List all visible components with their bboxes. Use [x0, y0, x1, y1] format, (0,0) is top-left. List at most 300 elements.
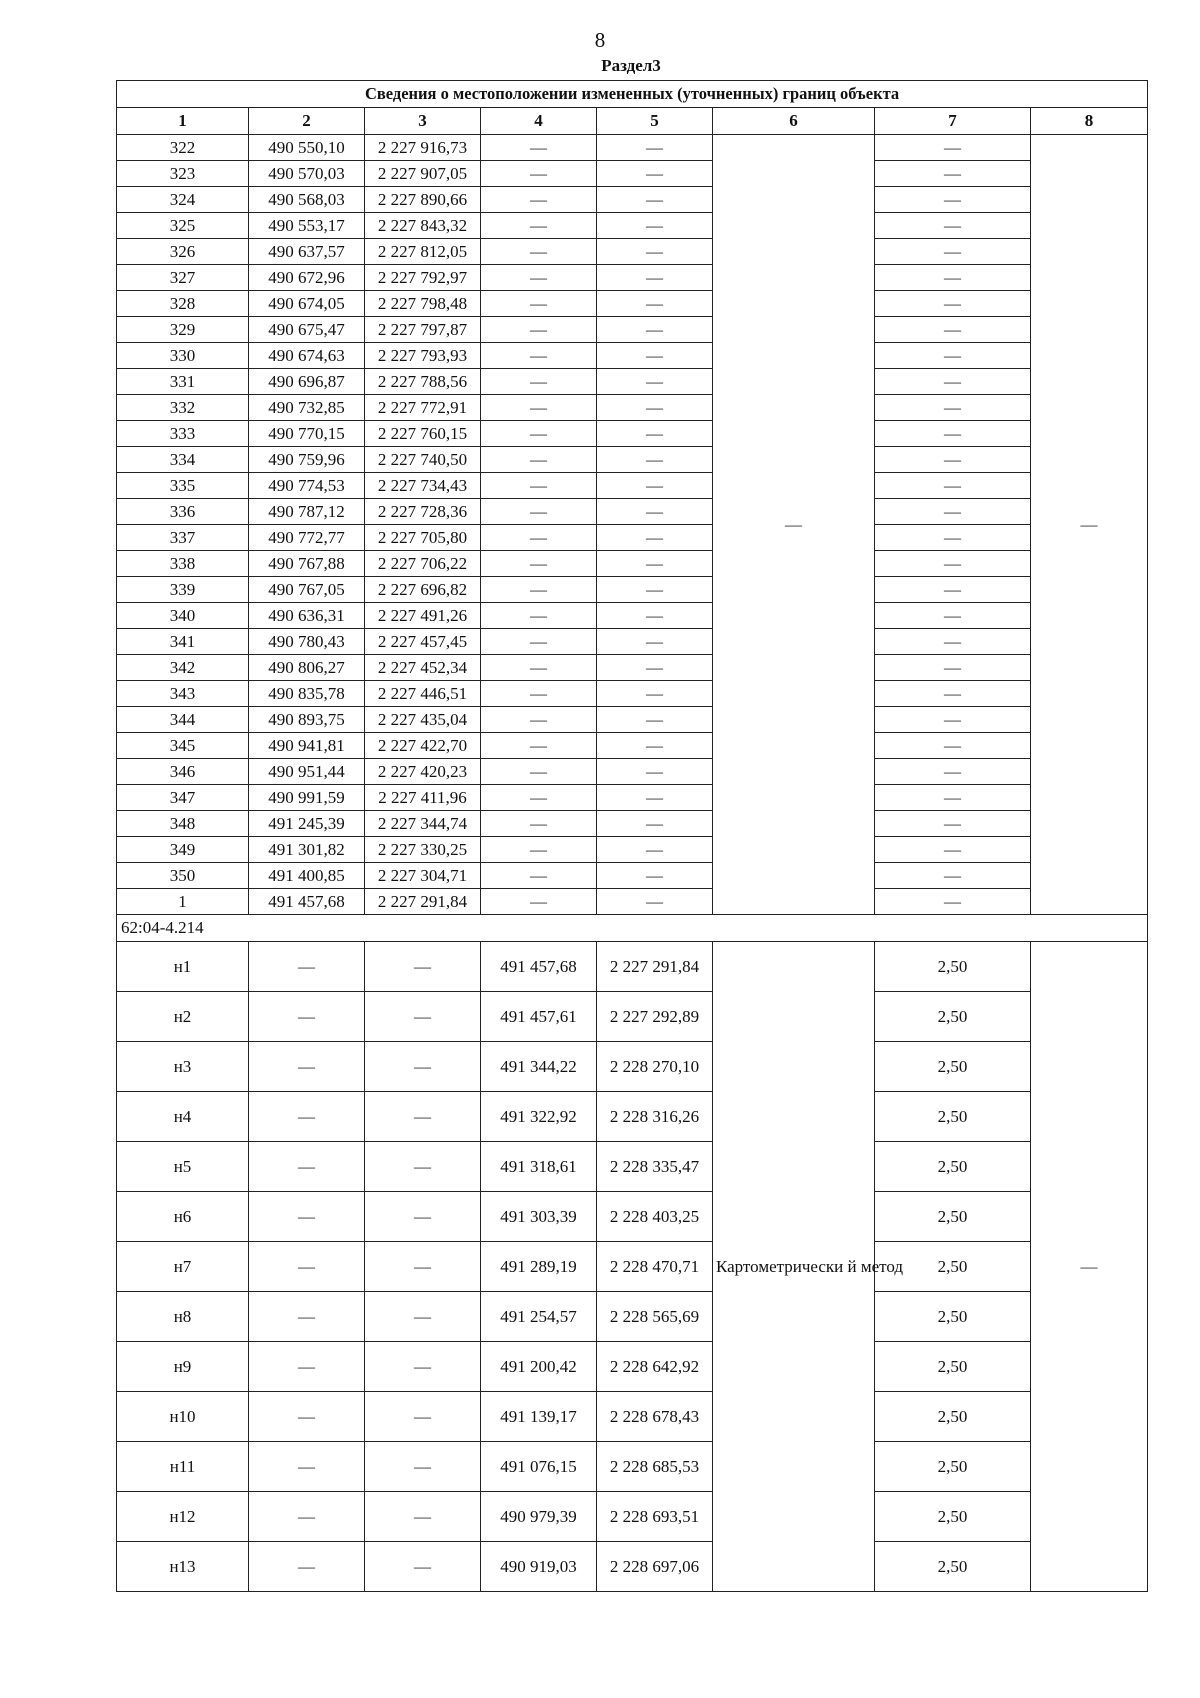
table-cell: 490 732,85 [249, 395, 365, 421]
table-cell: — [249, 1542, 365, 1592]
table-cell: — [365, 1092, 481, 1142]
table-cell: — [481, 317, 597, 343]
table-cell: 2 227 452,34 [365, 655, 481, 681]
boundary-coordinates-table [116, 80, 1148, 1592]
table-cell: 490 696,87 [249, 369, 365, 395]
table-cell: 322 [117, 135, 249, 161]
table-cell: — [875, 187, 1031, 213]
table-cell: — [875, 863, 1031, 889]
table-row [117, 551, 1148, 577]
table-cell: 2 228 335,47 [597, 1142, 713, 1192]
table-cell: 490 780,43 [249, 629, 365, 655]
table-cell: 490 941,81 [249, 733, 365, 759]
table-cell: 1 [117, 889, 249, 915]
table-cell: 2,50 [875, 942, 1031, 992]
table-cell: — [249, 1042, 365, 1092]
table-cell: 490 568,03 [249, 187, 365, 213]
table-cell: 491 301,82 [249, 837, 365, 863]
table-cell: — [365, 1442, 481, 1492]
table-row [117, 1092, 1148, 1142]
table-cell: — [597, 889, 713, 915]
table-cell: — [875, 447, 1031, 473]
table-cell: 339 [117, 577, 249, 603]
table-cell: 490 672,96 [249, 265, 365, 291]
table-cell: 490 770,15 [249, 421, 365, 447]
table-cell: н4 [117, 1092, 249, 1142]
table-cell: н10 [117, 1392, 249, 1442]
table-cell: — [875, 629, 1031, 655]
table-cell: — [875, 525, 1031, 551]
table-cell: 2 228 270,10 [597, 1042, 713, 1092]
table-cell: 343 [117, 681, 249, 707]
table-cell: — [597, 187, 713, 213]
table-cell: — [597, 473, 713, 499]
table-row [117, 629, 1148, 655]
table-cell: — [249, 1442, 365, 1492]
table-cell: — [249, 942, 365, 992]
table-cell: — [597, 447, 713, 473]
table-row [117, 1392, 1148, 1442]
table-row [117, 707, 1148, 733]
table-cell: н7 [117, 1242, 249, 1292]
table-cell: — [875, 603, 1031, 629]
table-cell: — [597, 499, 713, 525]
table-cell: 490 553,17 [249, 213, 365, 239]
table-cell: — [875, 265, 1031, 291]
table-cell: — [597, 863, 713, 889]
table-cell: 2 227 907,05 [365, 161, 481, 187]
table-cell: — [875, 343, 1031, 369]
table-cell: — [249, 1492, 365, 1542]
table-cell: 491 200,42 [481, 1342, 597, 1392]
table-cell: — [249, 1242, 365, 1292]
table-cell: — [481, 863, 597, 889]
table-cell: 2 227 798,48 [365, 291, 481, 317]
table-row [117, 1542, 1148, 1592]
table-cell: — [597, 681, 713, 707]
table-cell: — [875, 655, 1031, 681]
table-row [117, 577, 1148, 603]
table-cell: 329 [117, 317, 249, 343]
table-cell: — [597, 161, 713, 187]
table-cell: 2 227 740,50 [365, 447, 481, 473]
table-cell: 2,50 [875, 1492, 1031, 1542]
table-cell: — [481, 655, 597, 681]
table-row [117, 681, 1148, 707]
table-cell: — [597, 837, 713, 863]
table-cell: 490 991,59 [249, 785, 365, 811]
table-cell: 491 457,68 [249, 889, 365, 915]
table-row [117, 395, 1148, 421]
table-cell: — [481, 603, 597, 629]
table-cell: н3 [117, 1042, 249, 1092]
group-row [117, 915, 1148, 942]
table-cell: — [481, 291, 597, 317]
table-cell: — [481, 343, 597, 369]
table-row [117, 1442, 1148, 1492]
table-cell: — [365, 992, 481, 1042]
table-cell: — [481, 681, 597, 707]
table-cell: 2 227 797,87 [365, 317, 481, 343]
table-row [117, 187, 1148, 213]
table-cell: — [875, 135, 1031, 161]
table-cell: — [875, 317, 1031, 343]
table-cell: 2 227 734,43 [365, 473, 481, 499]
table-cell: — [875, 811, 1031, 837]
table-cell: 2 227 706,22 [365, 551, 481, 577]
table-cell: 491 245,39 [249, 811, 365, 837]
table-cell: 2 227 843,32 [365, 213, 481, 239]
table-row [117, 499, 1148, 525]
table-cell: 491 318,61 [481, 1142, 597, 1192]
table-cell: 2 227 788,56 [365, 369, 481, 395]
table-cell: н12 [117, 1492, 249, 1542]
table-cell: — [597, 707, 713, 733]
table-cell: 2 227 793,93 [365, 343, 481, 369]
table-cell: — [597, 551, 713, 577]
table-cell: 346 [117, 759, 249, 785]
table-cell: — [597, 811, 713, 837]
table-cell: 490 806,27 [249, 655, 365, 681]
method-cell: — [713, 135, 875, 915]
table-cell: — [875, 473, 1031, 499]
table-cell: — [875, 837, 1031, 863]
table-cell: — [481, 629, 597, 655]
table-cell: — [597, 213, 713, 239]
table-cell: 490 674,63 [249, 343, 365, 369]
table-cell: — [597, 785, 713, 811]
table-cell: 2 227 696,82 [365, 577, 481, 603]
table-cell: 490 979,39 [481, 1492, 597, 1542]
table-cell: — [597, 239, 713, 265]
table-cell: 331 [117, 369, 249, 395]
table-cell: 2 227 446,51 [365, 681, 481, 707]
table-cell: — [481, 889, 597, 915]
table-cell: 2 227 291,84 [597, 942, 713, 992]
notes-cell: — [1031, 942, 1148, 1592]
table-cell: 490 570,03 [249, 161, 365, 187]
table-cell: 2 228 642,92 [597, 1342, 713, 1392]
column-number: 5 [597, 108, 713, 135]
table-cell: 2 227 812,05 [365, 239, 481, 265]
table-cell: 350 [117, 863, 249, 889]
table-cell: 2 227 292,89 [597, 992, 713, 1042]
table-cell: 2 227 330,25 [365, 837, 481, 863]
table-cell: — [481, 395, 597, 421]
table-cell: 2,50 [875, 1042, 1031, 1092]
table-cell: — [597, 577, 713, 603]
table-cell: — [597, 421, 713, 447]
table-cell: — [597, 525, 713, 551]
table-cell: 2 227 422,70 [365, 733, 481, 759]
table-cell: 2,50 [875, 1392, 1031, 1442]
table-cell: 491 254,57 [481, 1292, 597, 1342]
table-cell: — [249, 1142, 365, 1192]
table-cell: — [249, 1392, 365, 1442]
table-cell: 2 227 792,97 [365, 265, 481, 291]
method-cell: Картометрически й метод [713, 942, 875, 1592]
table-cell: 338 [117, 551, 249, 577]
table-cell: 491 457,68 [481, 942, 597, 992]
notes-cell: — [1031, 135, 1148, 915]
table-cell: 349 [117, 837, 249, 863]
table-cell: 330 [117, 343, 249, 369]
table-cell: — [365, 1242, 481, 1292]
table-cell: 347 [117, 785, 249, 811]
table-cell: н6 [117, 1192, 249, 1242]
table-cell: 2 228 565,69 [597, 1292, 713, 1342]
table-cell: — [875, 707, 1031, 733]
table-cell: 490 893,75 [249, 707, 365, 733]
table-cell: — [597, 733, 713, 759]
table-row [117, 239, 1148, 265]
table-cell: 490 767,88 [249, 551, 365, 577]
table-cell: 328 [117, 291, 249, 317]
table-row [117, 1492, 1148, 1542]
table-row [117, 1292, 1148, 1342]
table-cell: — [875, 759, 1031, 785]
table-cell: — [365, 1042, 481, 1092]
table-cell: — [365, 1192, 481, 1242]
table-cell: — [875, 239, 1031, 265]
table-row [117, 759, 1148, 785]
table-cell: 348 [117, 811, 249, 837]
table-cell: 490 787,12 [249, 499, 365, 525]
table-cell: — [875, 395, 1031, 421]
table-cell: — [875, 499, 1031, 525]
table-row [117, 525, 1148, 551]
table-row [117, 942, 1148, 992]
table-row [117, 733, 1148, 759]
table-cell: — [481, 577, 597, 603]
table-cell: н5 [117, 1142, 249, 1192]
table-cell: 2 227 491,26 [365, 603, 481, 629]
table-row [117, 343, 1148, 369]
table-cell: 324 [117, 187, 249, 213]
column-number: 1 [117, 108, 249, 135]
table-cell: — [597, 291, 713, 317]
table-cell: 2 227 705,80 [365, 525, 481, 551]
table-cell: 491 303,39 [481, 1192, 597, 1242]
table-cell: 335 [117, 473, 249, 499]
table-cell: — [365, 1342, 481, 1392]
table-cell: н9 [117, 1342, 249, 1392]
table-cell: н11 [117, 1442, 249, 1492]
table-cell: 337 [117, 525, 249, 551]
table-cell: — [481, 525, 597, 551]
column-number: 3 [365, 108, 481, 135]
table-cell: — [249, 992, 365, 1042]
table-row [117, 1042, 1148, 1092]
table-cell: 490 919,03 [481, 1542, 597, 1592]
table-cell: — [597, 759, 713, 785]
table-cell: — [597, 603, 713, 629]
cadastral-number: 62:04-4.214 [117, 915, 1148, 942]
table-cell: 345 [117, 733, 249, 759]
table-cell: 490 636,31 [249, 603, 365, 629]
table-row [117, 265, 1148, 291]
column-number: 7 [875, 108, 1031, 135]
table-row [117, 1342, 1148, 1392]
table-row [117, 369, 1148, 395]
table-cell: 344 [117, 707, 249, 733]
table-row [117, 317, 1148, 343]
table-cell: 323 [117, 161, 249, 187]
table-row [117, 213, 1148, 239]
column-number-row [117, 108, 1148, 135]
table-cell: 2,50 [875, 1142, 1031, 1192]
table-row [117, 1242, 1148, 1292]
table-cell: — [481, 161, 597, 187]
table-cell: — [481, 265, 597, 291]
page-number: 8 [594, 28, 606, 52]
table-cell: 490 550,10 [249, 135, 365, 161]
table-row [117, 603, 1148, 629]
table-cell: — [481, 369, 597, 395]
table-cell: — [481, 499, 597, 525]
table-cell: 490 675,47 [249, 317, 365, 343]
table-row [117, 161, 1148, 187]
table-row [117, 811, 1148, 837]
table-cell: н8 [117, 1292, 249, 1342]
column-number: 8 [1031, 108, 1148, 135]
table-cell: — [875, 889, 1031, 915]
table-cell: 2 227 890,66 [365, 187, 481, 213]
table-cell: — [481, 239, 597, 265]
table-cell: 340 [117, 603, 249, 629]
table-cell: — [365, 1142, 481, 1192]
table-cell: 2 227 344,74 [365, 811, 481, 837]
table-cell: — [365, 1292, 481, 1342]
table-cell: — [597, 343, 713, 369]
table-cell: 336 [117, 499, 249, 525]
table-cell: — [597, 265, 713, 291]
column-number: 2 [249, 108, 365, 135]
table-cell: — [481, 733, 597, 759]
table-row [117, 785, 1148, 811]
table-cell: — [597, 395, 713, 421]
table-cell: 2 227 772,91 [365, 395, 481, 421]
table-cell: 325 [117, 213, 249, 239]
table-cell: 2 227 420,23 [365, 759, 481, 785]
table-cell: — [481, 785, 597, 811]
table-cell: 334 [117, 447, 249, 473]
table-row [117, 837, 1148, 863]
table-cell: — [875, 369, 1031, 395]
table-cell: — [481, 759, 597, 785]
table-cell: — [597, 135, 713, 161]
table-cell: — [249, 1092, 365, 1142]
table-cell: — [481, 837, 597, 863]
table-cell: — [365, 1542, 481, 1592]
table-row [117, 135, 1148, 161]
table-cell: — [875, 421, 1031, 447]
table-cell: 333 [117, 421, 249, 447]
table-cell: 2 227 435,04 [365, 707, 481, 733]
table-cell: 2 227 728,36 [365, 499, 481, 525]
table-cell: 490 674,05 [249, 291, 365, 317]
table-cell: — [249, 1192, 365, 1242]
table-cell: 490 951,44 [249, 759, 365, 785]
table-cell: 2 228 685,53 [597, 1442, 713, 1492]
table-cell: 342 [117, 655, 249, 681]
table-cell: 2 228 697,06 [597, 1542, 713, 1592]
table-cell: 491 400,85 [249, 863, 365, 889]
table-caption: Сведения о местоположении измененных (уточненных) границ объекта [117, 81, 1148, 108]
table-cell: 2 227 304,71 [365, 863, 481, 889]
table-cell: 2 228 316,26 [597, 1092, 713, 1142]
table-row [117, 473, 1148, 499]
table-cell: — [875, 291, 1031, 317]
table-cell: 326 [117, 239, 249, 265]
table-cell: 2,50 [875, 1292, 1031, 1342]
table-cell: 2,50 [875, 1242, 1031, 1292]
table-cell: 332 [117, 395, 249, 421]
table-cell: 490 774,53 [249, 473, 365, 499]
table-cell: н1 [117, 942, 249, 992]
table-cell: — [481, 447, 597, 473]
table-cell: 2 228 403,25 [597, 1192, 713, 1242]
table-cell: 2 227 291,84 [365, 889, 481, 915]
table-cell: 491 322,92 [481, 1092, 597, 1142]
table-row [117, 1192, 1148, 1242]
section-title: Раздел3 [601, 56, 661, 75]
table-cell: 2 228 678,43 [597, 1392, 713, 1442]
table-cell: — [249, 1342, 365, 1392]
table-cell: 490 767,05 [249, 577, 365, 603]
table-cell: 2 228 470,71 [597, 1242, 713, 1292]
table-cell: 490 835,78 [249, 681, 365, 707]
table-cell: — [875, 161, 1031, 187]
table-cell: 2,50 [875, 992, 1031, 1042]
table-row [117, 655, 1148, 681]
table-cell: 2,50 [875, 1442, 1031, 1492]
table-cell: 2 227 916,73 [365, 135, 481, 161]
table-cell: 491 076,15 [481, 1442, 597, 1492]
table-cell: 491 139,17 [481, 1392, 597, 1442]
table-cell: — [365, 942, 481, 992]
table-cell: — [875, 681, 1031, 707]
table-cell: — [875, 785, 1031, 811]
table-cell: 2,50 [875, 1092, 1031, 1142]
table-cell: — [597, 629, 713, 655]
table-cell: — [875, 577, 1031, 603]
table-cell: 491 457,61 [481, 992, 597, 1042]
table-row [117, 1142, 1148, 1192]
table-cell: 2 228 693,51 [597, 1492, 713, 1542]
table-cell: 490 637,57 [249, 239, 365, 265]
column-number: 6 [713, 108, 875, 135]
table-cell: 2,50 [875, 1542, 1031, 1592]
table-cell: 2 227 760,15 [365, 421, 481, 447]
table-cell: — [249, 1292, 365, 1342]
table-cell: 2 227 411,96 [365, 785, 481, 811]
table-cell: — [481, 707, 597, 733]
table-cell: — [875, 733, 1031, 759]
table-cell: — [875, 213, 1031, 239]
table-cell: 490 772,77 [249, 525, 365, 551]
table-cell: — [481, 187, 597, 213]
table-cell: — [481, 811, 597, 837]
table-cell: 490 759,96 [249, 447, 365, 473]
table-row [117, 447, 1148, 473]
table-row [117, 421, 1148, 447]
table-cell: — [365, 1392, 481, 1442]
table-row [117, 889, 1148, 915]
table-cell: — [481, 135, 597, 161]
table-cell: н13 [117, 1542, 249, 1592]
table-cell: — [875, 551, 1031, 577]
